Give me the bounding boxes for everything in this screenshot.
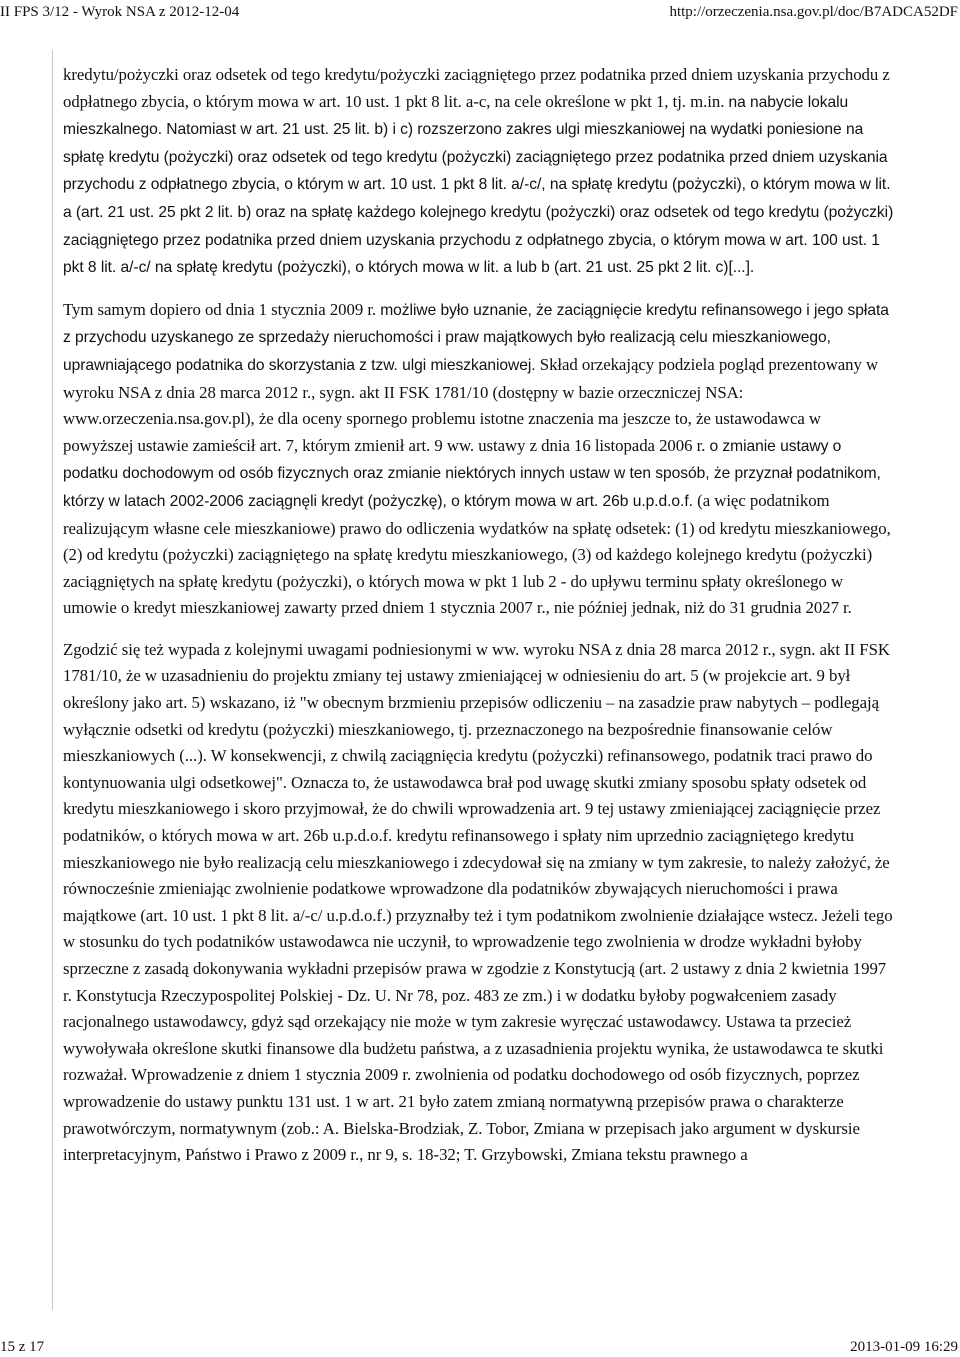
- document-body: [63, 62, 895, 1184]
- paragraph-2-segment-4: o zmianie ustawy o podatku dochodowym od osób fizycznych oraz zmianie niektórych innych ustaw w ten sposób, że przyznał podatnikom, którzy w latach 2002-2006 zaciągnęli kredyt (pożyczkę), o którym mowa w art. 26b u.p.d.o.f.: [63, 437, 881, 510]
- paragraph-1: [63, 62, 895, 282]
- paragraph-1-segment-2: na nabycie lokalu mieszkalnego. Natomiast w art. 21 ust. 25 lit. b) i c) rozszerzono zakres ulgi mieszkaniowej na wydatki poniesione na spłatę kredytu (pożyczki) oraz odsetek od tego kredytu (pożyczki) zaciągniętego przez podatnika przed dniem uzyskania przychodu z odpłatnego zbycia, o którym w art. 10 ust. 1 pkt 8 lit. a/-c/, na spłatę kredytu (pożyczki), o którym mowa w lit. a (art. 21 ust. 25 pkt 2 lit. b) oraz na spłatę każdego kolejnego kredytu (pożyczki) oraz odsetek od tego kredytu (pożyczki) zaciągniętego przez podatnika przed dniem uzyskania przychodu z odpłatnego zbycia, o którym mowa w art. 100 ust. 1 pkt 8 lit. a/-c/ na spłatę kredytu (pożyczki), o których mowa w lit. a lub b (art. 21 ust. 25 pkt 2 lit. c)[...].: [63, 93, 894, 277]
- paragraph-2-segment-5: (a więc podatnikom realizującym własne cele mieszkaniowe) prawo do odliczenia wydatków na spłatę odsetek: (1) od kredytu mieszkaniowego, (2) od kredytu (pożyczki) zaciągniętego na spłatę kredytu mieszkaniowego, (3) od każdego kolejnego kredytu (pożyczki) zaciągniętych na spłatę kredytu (pożyczki), o których mowa w pkt 1 lub 2 - do upływu terminu spłaty określonego w umowie o kredyt mieszkaniowej zawarty przed dniem 1 stycznia 2007 r., nie później jednak, niż do 31 grudnia 2027 r.: [63, 490, 891, 618]
- paragraph-2-segment-2: możliwe było uznanie, że zaciągnięcie kredytu refinansowego i jego spłata z przychodu uzyskanego ze sprzedaży nieruchomości i praw majątkowych było realizacją celu mieszkaniowego, uprawniającego podatnika do skorzystania z tzw. ulgi mieszkaniowej.: [63, 301, 889, 374]
- footer-timestamp: 2013-01-09 16:29: [850, 1339, 958, 1355]
- paragraph-2-segment-3: Skład orzekający podziela pogląd prezentowany w wyroku NSA z dnia 28 marca 2012 r., sygn. akt II FSK 1781/10 (dostępny w bazie orzeczniczej NSA: www.orzeczenia.nsa.gov.pl), że dla oceny spornego problemu istotne znaczenia ma jeszcze to, że ustawodawca w powyższej ustawie zamieścił art. 7, którym zmienił art. 9 ww. ustawy z dnia 16 listopada 2006 r.: [63, 354, 879, 455]
- header-document-title: II FPS 3/12 - Wyrok NSA z 2012-12-04: [0, 4, 240, 20]
- paragraph-2-segment-1: Tym samym dopiero od dnia 1 stycznia 2009 r.: [63, 299, 381, 319]
- paragraph-3: [63, 637, 895, 1169]
- footer-page-counter: 15 z 17: [0, 1339, 45, 1355]
- paragraph-1-segment-1: kredytu/pożyczki oraz odsetek od tego kredytu/pożyczki zaciągniętego przez podatnika przed dniem uzyskania przychodu z odpłatnego zbycia, o którym mowa w art. 10 ust. 1 pkt 8 lit. a-c, na cele określone w pkt 1, tj. m.in.: [63, 65, 890, 111]
- paragraph-3-segment-1: Zgodzić się też wypada z kolejnymi uwagami podniesionymi w ww. wyroku NSA z dnia 28 marca 2012 r., sygn. akt II FSK 1781/10, że w uzasadnieniu do projektu zmiany tej ustawy zmieniającej w odniesieniu do art. 5 (w projekcie art. 9 był określony jako art. 5) wskazano, iż "w obecnym brzmieniu przepisów odliczeniu – na zasadzie praw nabytych – podlegają wyłącznie odsetki od kredytu (pożyczki) mieszkaniowego, tj. przeznaczonego na bezpośrednie finansowanie celów mieszkaniowych (...). W konsekwencji, z chwilą zaciągnięcia kredytu (pożyczki) refinansowego, podatnik traci prawo do kontynuowania ulgi odsetkowej". Oznacza to, że ustawodawca brał pod uwagę skutki zmiany sposobu spłaty odsetek od kredytu mieszkaniowego i skoro przyjmował, że do chwili wprowadzenia art. 9 tej ustawy zmieniającej zaciągnięcie przez podatników, o których mowa w art. 26b u.p.d.o.f. kredytu refinansowego i spłaty nim uprzednio zaciągniętego kredytu mieszkaniowego nie było realizacją celu mieszkaniowego i zdecydował się na zmiany w tym zakresie, to należy założyć, że równocześnie zmieniając zwolnienie podatkowe wprowadzone dla podatników zbywających nieruchomości i prawa majątkowe (art. 10 ust. 1 pkt 8 lit. a/-c/ u.p.d.o.f.) przyznałby też i tym podatnikom zwolnienie działające wstecz. Jeżeli tego w stosunku do tych podatników ustawodawca nie uczynił, to wprowadzenie tego zwolnienia w drodze wykładni byłoby sprzeczne z zasadą dokonywania wykładni przepisów prawa w zgodzie z Konstytucją (art. 2 ustawy z dnia 2 kwietnia 1997 r. Konstytucja Rzeczypospolitej Polskiej - Dz. U. Nr 78, poz. 483 ze zm.) i w dodatku byłoby pogwałceniem zasady racjonalnego ustawodawcy, gdyż sąd orzekający nie może w tym zakresie wyręczać ustawodawcy. Ustawa ta przecież wywoływała określone skutki finansowe dla budżetu państwa, a z uzasadnienia projektu wynika, że ustawodawca te skutki rozważał. Wprowadzenie z dniem 1 stycznia 2009 r. zwolnienia od podatku dochodowego od osób fizycznych, poprzez wprowadzenie do ustawy punktu 131 ust. 1 w art. 21 było zatem zmianą normatywną przepisów prawa o charakterze prawotwórczym, normatywnym (zob.: A. Bielska-Brodziak, Z. Tobor, Zmiana w przepisach jako argument w dyskursie interpretacyjnym, Państwo i Prawo z 2009 r., nr 9, s. 18-32; T. Grzybowski, Zmiana tekstu prawnego a: [63, 639, 893, 1165]
- header-source-url[interactable]: http://orzeczenia.nsa.gov.pl/doc/B7ADCA52DF: [669, 4, 958, 20]
- paragraph-2: [63, 297, 895, 622]
